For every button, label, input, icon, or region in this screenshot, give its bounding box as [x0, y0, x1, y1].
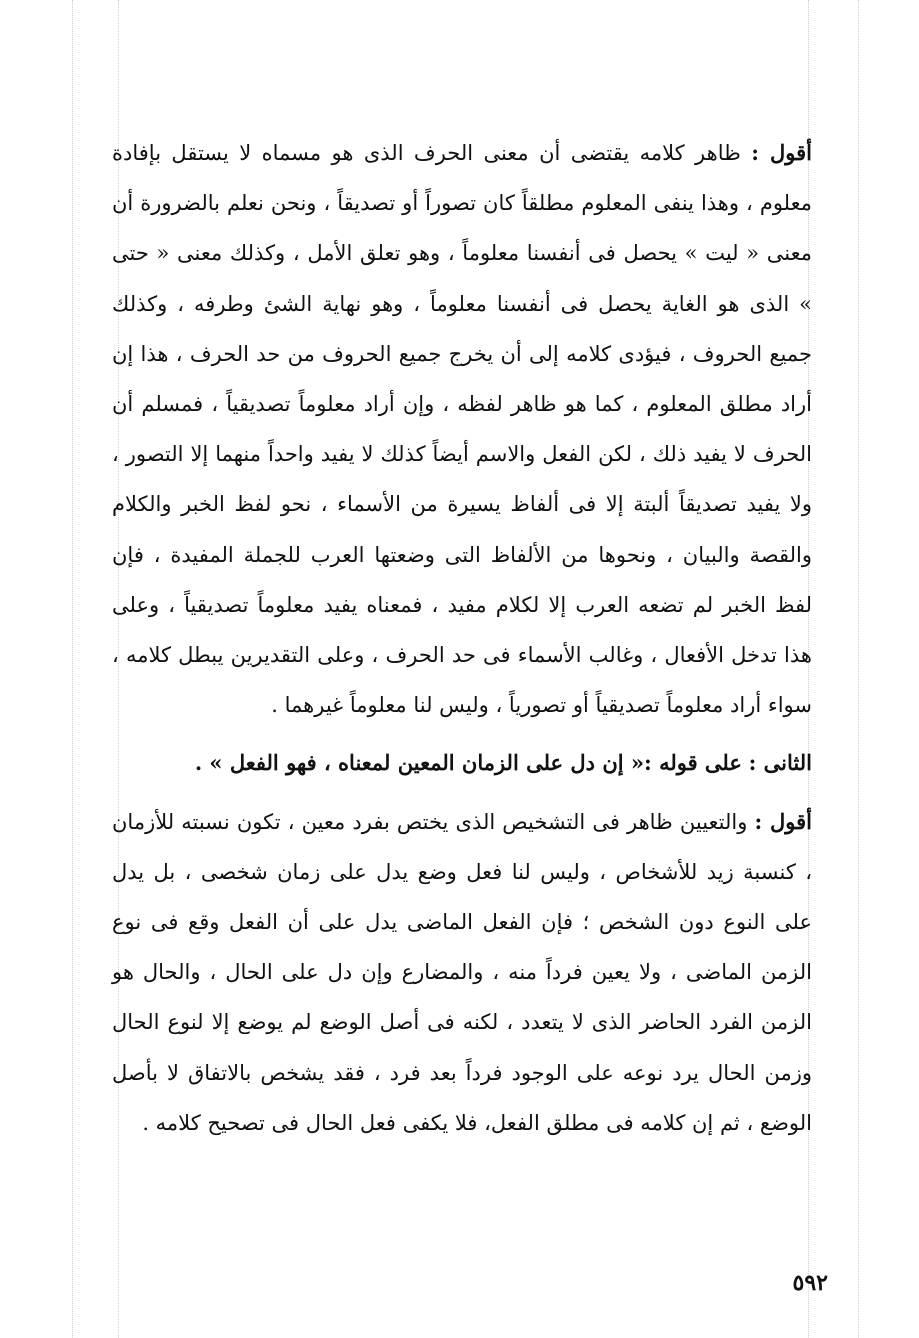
paragraph-3: [112, 797, 812, 1148]
paragraph-2: [112, 738, 812, 788]
scan-guide-line: [858, 0, 859, 1338]
page-body: [112, 128, 812, 1148]
paragraph-text: والتعيين ظاهر فى التشخيص الذى يختص بفرد معين ، تكون نسبته للأزمان ، كنسبة زيد للأشخاص ، وليس لنا فعل وضع يدل على زمان شخصى ، بل يدل على النوع دون الشخص ؛ فإن الفعل الماضى يدل على أن الفعل وقع فى نوع الزمن الماضى ، ولا يعين فرداً منه ، والمضارع وإن دل على الحال ، والحال هو الزمن الفرد الحاضر الذى لا يتعدد ، لكنه فى أصل الوضع لم يوضع إلا لنوع الحال وزمن الحال يرد نوعه على الوجود فرداً بعد فرد ، فقد يشخص بالاتفاق لا بأصل الوضع ، ثم إن كلامه فى مطلق الفعل، فلا يكفى فعل الحال فى تصحيح كلامه .: [112, 809, 812, 1135]
paragraph-lead: أقول :: [754, 808, 812, 834]
paragraph-text: ظاهر كلامه يقتضى أن معنى الحرف الذى هو مسماه لا يستقل بإفادة معلوم ، وهذا ينفى المعلوم مطلقاً كان تصوراً أو تصديقاً ، ونحن نعلم بالضرورة أن معنى « ليت » يحصل فى أنفسنا معلوماً ، وهو تعلق الأمل ، وكذلك معنى « حتى » الذى هو الغاية يحصل فى أنفسنا معلوماً ، وهو نهاية الشئ وطرفه ، وكذلك جميع الحروف ، فيؤدى كلامه إلى أن يخرج جميع الحروف من حد الحرف ، هذا إن أراد مطلق المعلوم ، كما هو ظاهر لفظه ، وإن أراد معلوماً تصديقياً ، فمسلم أن الحرف لا يفيد ذلك ، لكن الفعل والاسم أيضاً كذلك لا يفيد واحداً منهما إلا التصور ، ولا يفيد تصديقاً ألبتة إلا فى ألفاظ يسيرة من الأسماء ، نحو لفظ الخبر والكلام والقصة والبيان ، ونحوها من الألفاظ التى وضعتها العرب للجملة المفيدة ، فإن لفظ الخبر لم تضعه العرب إلا لكلام مفيد ، فمعناه يفيد معلوماً تصديقياً ، وعلى هذا تدخل الأفعال ، وغالب الأسماء فى حد الحرف ، وعلى التقديرين يبطل كلامه ، سواء أراد معلوماً تصديقياً أو تصورياً ، وليس لنا معلوماً غيرهما .: [112, 141, 812, 718]
page-number: ٥٩٢: [792, 1270, 828, 1296]
paragraph-text: على قوله :« إن دل على الزمان المعين لمعناه ، فهو الفعل » .: [194, 750, 742, 776]
paragraph-lead: أقول :: [751, 140, 812, 165]
paragraph-1: [112, 128, 812, 730]
scan-guide-line: [72, 0, 73, 1338]
paragraph-lead: الثانى :: [748, 750, 812, 776]
